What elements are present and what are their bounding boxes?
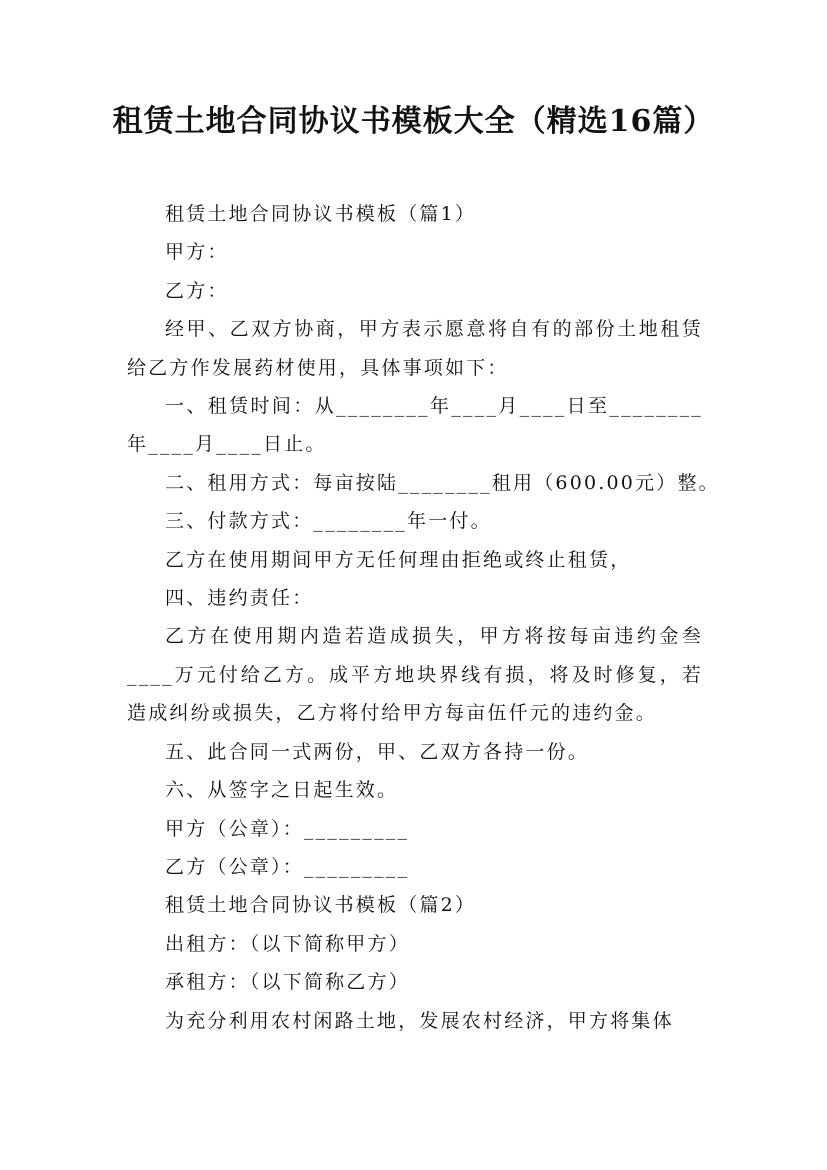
party-b-line: 乙方： bbox=[165, 279, 229, 302]
clause-effective: 六、从签字之日起生效。 bbox=[165, 779, 399, 802]
lessee-line: 承租方：（以下简称乙方） bbox=[165, 971, 410, 994]
clause-breach-text: 乙方在使用期内造若造成损失，甲方将按每亩违约金叁____万元付给乙方。成平方地块界线有损，将及时修复，若造成纠纷或损失，乙方将付给甲方每亩伍仟元的违约金。 bbox=[127, 625, 703, 725]
clause-usage-note: 乙方在使用期间甲方无任何理由拒绝或终止租赁， bbox=[165, 548, 632, 571]
document-body bbox=[127, 195, 720, 1040]
section2-intro-paragraph: 为充分利用农村闲路土地，发展农村经济，甲方将集体 bbox=[165, 1009, 674, 1032]
clause-breach-heading: 四、违约责任： bbox=[165, 587, 314, 610]
intro-paragraph: 经甲、乙双方协商，甲方表示愿意将自有的部份土地租赁给乙方作发展药材使用，具体事项如下： bbox=[127, 318, 703, 379]
clause-lease-method: 二、租用方式：每亩按陆________租用（600.00元）整。 bbox=[165, 471, 720, 494]
clause-payment: 三、付款方式：________年一付。 bbox=[165, 510, 492, 533]
clause-lease-term: 一、租赁时间：从________年____月____日至________年____月____日止。 bbox=[127, 395, 703, 456]
party-a-line: 甲方： bbox=[165, 241, 229, 264]
signature-party-b: 乙方（公章）：_________ bbox=[165, 855, 410, 878]
clause-copies: 五、此合同一式两份，甲、乙双方各持一份。 bbox=[165, 740, 590, 763]
document-title: 租赁土地合同协议书模板大全（精选16篇） bbox=[112, 104, 715, 139]
section-heading-2: 租赁土地合同协议书模板（篇2） bbox=[165, 894, 477, 917]
section-heading-1: 租赁土地合同协议书模板（篇1） bbox=[165, 203, 477, 225]
signature-party-a: 甲方（公章）：_________ bbox=[165, 817, 410, 840]
lessor-line: 出租方：（以下简称甲方） bbox=[165, 932, 410, 955]
